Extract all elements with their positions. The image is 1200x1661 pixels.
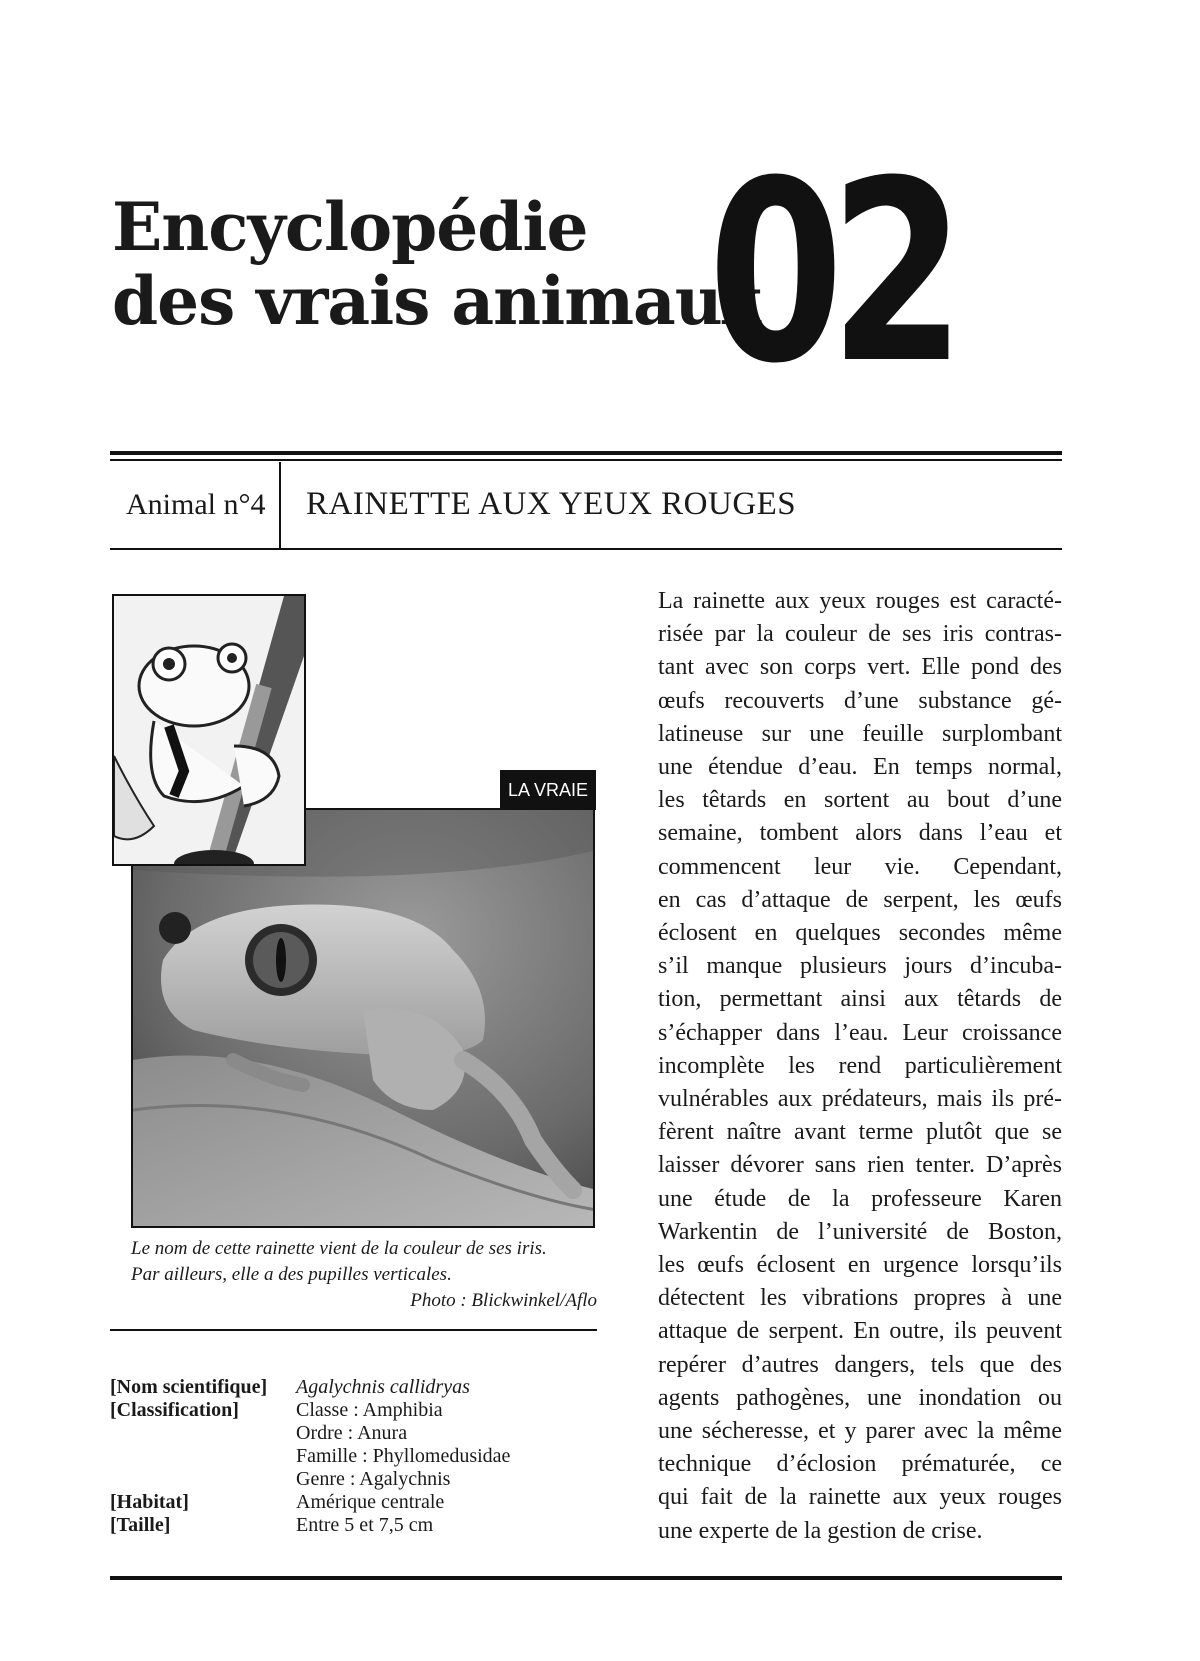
fact-sheet (110, 1376, 510, 1537)
body-line: une étendue d’eau. En temps normal, (658, 754, 1062, 781)
body-line: qui fait de la rainette aux yeux rouges (658, 1484, 1062, 1511)
fact-value (296, 1399, 510, 1491)
title-line-1: Encyclopédie (112, 188, 588, 266)
body-line: tant avec son corps vert. Elle pond des (658, 654, 1062, 681)
fact-label: [Classification] (110, 1399, 239, 1421)
body-line: les œufs éclosent en urgence lorsqu’ils (658, 1252, 1062, 1279)
fact-label: [Taille] (110, 1514, 171, 1536)
body-line: risée par la couleur de ses iris contras- (658, 621, 1062, 648)
fact-classification (110, 1399, 510, 1491)
body-line: une sécheresse, et y parer avec la même (658, 1418, 1062, 1445)
body-line: technique d’éclosion prématurée, ce (658, 1451, 1062, 1478)
frog-photo (131, 808, 595, 1228)
fact-label: [Habitat] (110, 1491, 189, 1513)
class-line: Genre : Agalychnis (296, 1468, 451, 1490)
article-body (658, 585, 1062, 1548)
class-line: Famille : Phyllomedusidae (296, 1445, 511, 1467)
body-line: agents pathogènes, une inondation ou (658, 1384, 1062, 1411)
entry-header (110, 462, 1062, 548)
fact-size (110, 1514, 510, 1537)
caption-line-1: Le nom de cette rainette vient de la couleur de ses iris. (131, 1238, 547, 1259)
fact-habitat (110, 1491, 510, 1514)
manga-panel (112, 594, 306, 866)
page-title (112, 190, 760, 338)
body-line: éclosent en quelques secondes même (658, 920, 1062, 947)
class-line: Classe : Amphibia (296, 1399, 443, 1421)
header-rule-inner (110, 459, 1062, 461)
fact-value: Entre 5 et 7,5 cm (296, 1514, 434, 1536)
body-line: vulnérables aux prédateurs, mais ils pré- (658, 1086, 1062, 1113)
footer-rule (110, 1576, 1062, 1580)
real-animal-badge: LA VRAIE (500, 770, 596, 810)
class-line: Ordre : Anura (296, 1422, 408, 1444)
fact-label: [Nom scientifique] (110, 1376, 268, 1398)
title-line-2: des vrais animaux (112, 262, 761, 340)
body-line: La rainette aux yeux rouges est caracté- (658, 588, 1062, 614)
body-line: les têtards en sortent au bout d’une (658, 787, 1062, 814)
body-line: une étude de la professeure Karen (658, 1185, 1062, 1212)
body-line: une experte de la gestion de crise. (658, 1517, 983, 1544)
body-line: latineuse sur une feuille surplombant (658, 720, 1062, 747)
animal-number: Animal n°4 (126, 488, 266, 521)
header-rule-top (110, 451, 1062, 455)
body-line: détectent les vibrations propres à une (658, 1285, 1062, 1312)
body-line: laisser dévorer sans rien tenter. D’après (658, 1152, 1062, 1179)
header-rule-bottom (110, 548, 1062, 550)
body-line: en cas d’attaque de serpent, les œufs (658, 886, 1062, 913)
fact-value: Amérique centrale (296, 1491, 445, 1513)
body-line: fèrent naître avant terme plutôt que se (658, 1119, 1062, 1146)
fact-value: Agalychnis callidryas (296, 1376, 470, 1398)
fact-scientific-name (110, 1376, 510, 1399)
photo-caption (131, 1236, 597, 1314)
issue-number: 02 (708, 127, 952, 418)
frog-photo-illustration (133, 810, 595, 1228)
manga-frog-illustration (114, 596, 304, 864)
body-line: s’il manque plusieurs jours d’incuba- (658, 953, 1062, 980)
animal-name: RAINETTE AUX YEUX ROUGES (306, 486, 797, 522)
photo-credit: Photo : Blickwinkel/Aflo (410, 1290, 597, 1311)
body-line: commencent leur vie. Cependant, (658, 853, 1062, 880)
header-divider (279, 462, 281, 548)
body-line: semaine, tombent alors dans l’eau et (658, 820, 1062, 847)
body-line: œufs recouverts d’une substance gé- (658, 687, 1062, 714)
caption-line-2: Par ailleurs, elle a des pupilles verticales. (131, 1264, 452, 1285)
caption-rule (110, 1329, 597, 1331)
body-line: repérer d’autres dangers, tels que des (658, 1351, 1062, 1378)
body-line: tion, permettant ainsi aux têtards de (658, 986, 1062, 1013)
body-line: Warkentin de l’université de Boston, (658, 1218, 1062, 1245)
body-line: attaque de serpent. En outre, ils peuvent (658, 1318, 1062, 1345)
body-line: s’échapper dans l’eau. Leur croissance (658, 1019, 1062, 1046)
body-line: incomplète les rend particulièrement (658, 1052, 1062, 1079)
